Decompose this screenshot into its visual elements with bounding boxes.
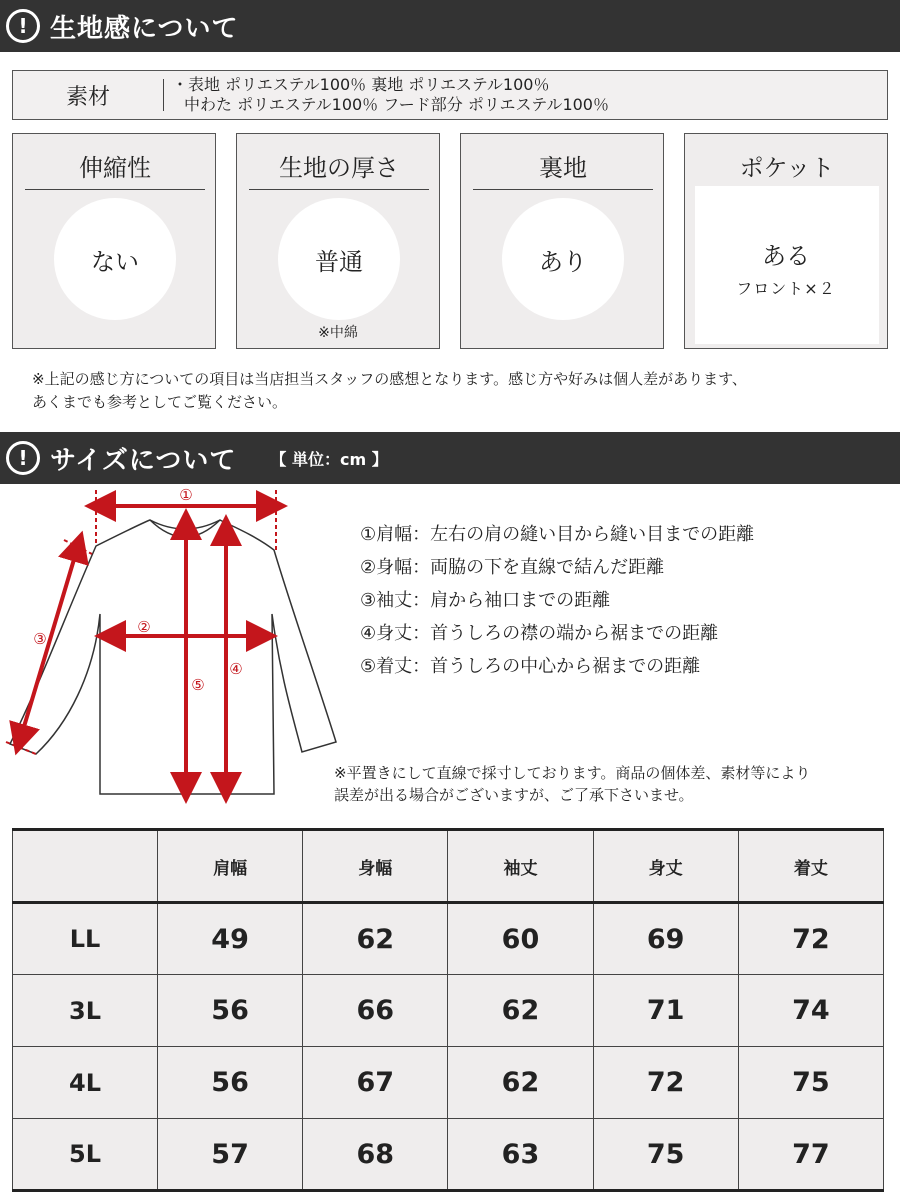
table-cell: 63 [448,1119,593,1191]
table-cell: 62 [448,1047,593,1119]
table-cell: 77 [738,1119,883,1191]
table-header-row [13,830,884,903]
table-header-cell: 肩幅 [158,830,303,903]
exclamation-icon: ! [6,9,40,43]
definition-2: ②身幅：両脇の下を直線で結んだ距離 [360,557,665,578]
table-cell: 62 [303,903,448,975]
card-value: ない [54,198,176,320]
table-header-cell: 袖丈 [448,830,593,903]
measurement-definitions [360,518,754,683]
table-cell: 68 [303,1119,448,1191]
card-value: 普通 [278,198,400,320]
table-cell: 71 [593,975,738,1047]
table-cell: 62 [448,975,593,1047]
material-divider [163,79,164,111]
card-title: 生地の厚さ [249,148,429,190]
material-row [12,70,888,120]
card-pocket [684,133,888,349]
table-header-cell: 身丈 [593,830,738,903]
definition-3: ③袖丈：肩から袖口までの距離 [360,590,611,611]
table-row [13,1119,884,1191]
material-label: 素材 [65,84,110,110]
card-stretch [12,133,216,349]
table-cell: 69 [593,903,738,975]
card-title: 裏地 [473,148,653,190]
size-label: LL [13,903,158,975]
fabric-note-line-2: あくまでも参考としてご覧ください。 [32,393,288,411]
fabric-note [32,368,747,414]
material-details [172,75,609,115]
card-note: ※中綿 [318,325,358,341]
size-label: 4L [13,1047,158,1119]
fabric-section-title: 生地感について [50,13,239,44]
material-line-2: 中わた ポリエステル100％ フード部分 ポリエステル100％ [184,95,609,114]
measurement-note [334,762,810,806]
card-lining [460,133,664,349]
table-cell: 75 [593,1119,738,1191]
table-cell: 60 [448,903,593,975]
shirt-measurement-diagram [0,484,350,804]
card-title: 伸縮性 [25,148,205,190]
marker-label-5: ⑤ [191,676,205,694]
table-cell: 57 [158,1119,303,1191]
marker-label-1: ① [179,486,193,504]
material-line-1: ・表地 ポリエステル100％ 裏地 ポリエステル100％ [172,75,550,94]
table-cell: 74 [738,975,883,1047]
definition-1: ①肩幅：左右の肩の縫い目から縫い目までの距離 [360,524,755,545]
card-value: あり [502,198,624,320]
card-title: ポケット [697,148,877,190]
size-section-header [0,432,900,484]
table-header-corner [13,830,158,903]
table-cell: 75 [738,1047,883,1119]
measurement-note-line-1: ※平置きにして直線で採寸しております。商品の個体差、素材等により [334,764,811,782]
definition-4: ④身丈：首うしろの襟の端から裾までの距離 [360,623,719,644]
size-label: 3L [13,975,158,1047]
marker-label-4: ④ [229,660,243,678]
size-section-title: サイズについて [50,445,237,476]
table-cell: 56 [158,975,303,1047]
table-cell: 67 [303,1047,448,1119]
exclamation-icon: ! [6,441,40,475]
size-label: 5L [13,1119,158,1191]
table-row [13,903,884,975]
card-value: ある [762,242,810,270]
marker-label-2: ② [137,618,151,636]
size-table [12,828,884,1192]
table-cell: 72 [593,1047,738,1119]
table-cell: 66 [303,975,448,1047]
table-header-cell: 着丈 [738,830,883,903]
table-cell: 49 [158,903,303,975]
table-row [13,1047,884,1119]
fabric-note-line-1: ※上記の感じ方についての項目は当店担当スタッフの感想となります。感じ方や好みは個人差があります、 [32,370,747,388]
table-header-cell: 身幅 [303,830,448,903]
definition-5: ⑤着丈：首うしろの中心から裾までの距離 [360,656,701,677]
card-subvalue: フロント×２ [736,279,836,298]
measurement-note-line-2: 誤差が出る場合がございますが、ご了承下さいませ。 [334,786,694,804]
fabric-section-header [0,0,900,52]
marker-label-3: ③ [33,630,47,648]
size-unit: 【 単位：cm 】 [270,449,388,469]
shirt-outline [10,520,336,794]
table-cell: 72 [738,903,883,975]
table-row [13,975,884,1047]
card-thickness [236,133,440,349]
table-cell: 56 [158,1047,303,1119]
